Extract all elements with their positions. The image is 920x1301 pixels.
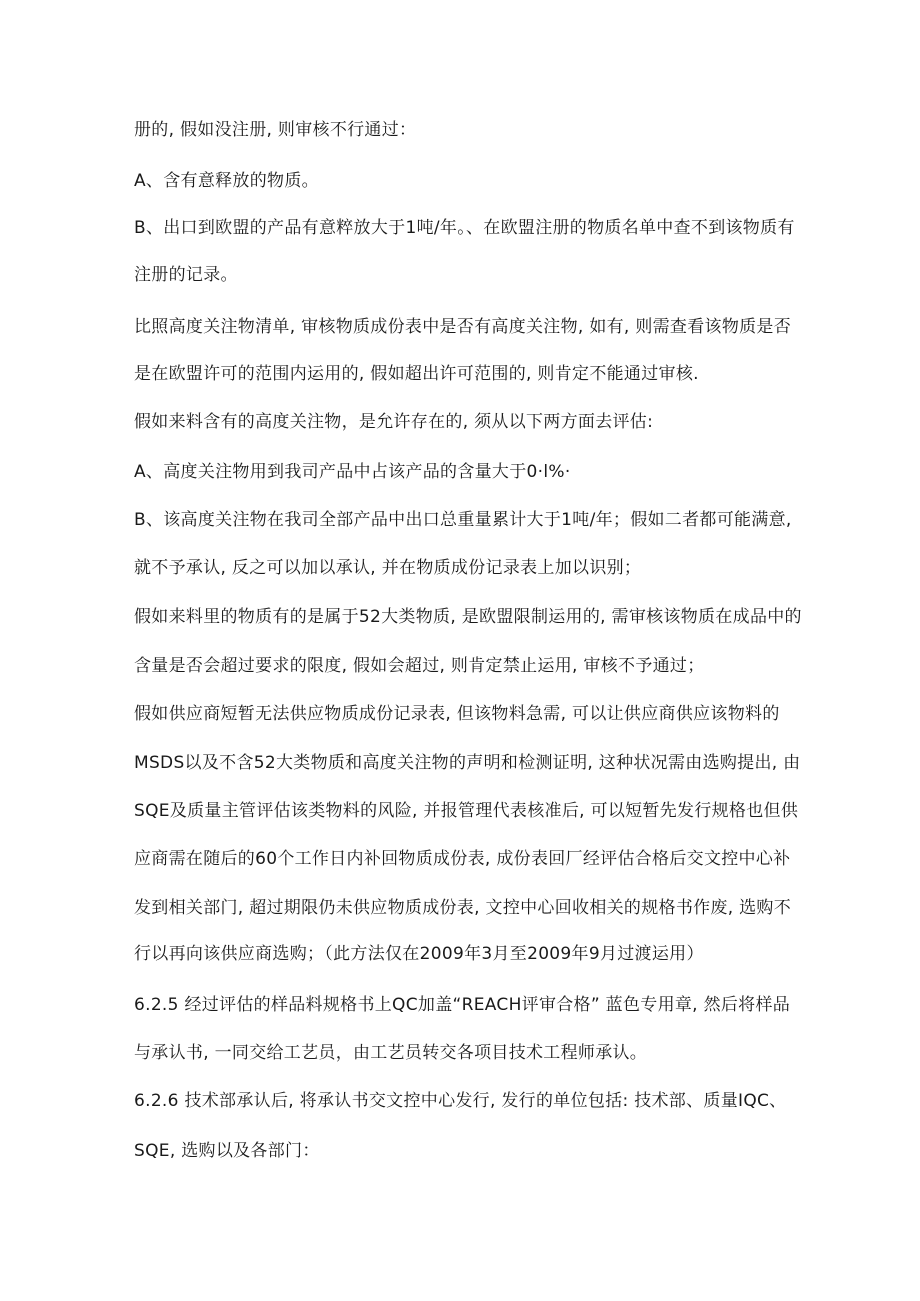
text-line-8: A、高度关注物用到我司产品中占该产品的含量大于0·l%·: [134, 462, 571, 482]
text-line-3: B、出口到欧盟的产品有意粹放大于1吨/年。、在欧盟注册的物质名单中查不到该物质有: [134, 218, 795, 238]
text-line-1: 册的, 假如没注册, 则审核不行通过：: [134, 120, 417, 140]
text-line-16: 应商需在随后的60个工作日内补回物质成份表, 成份表回厂经评估合格后交文控中心补: [134, 849, 791, 869]
text-line-6: 是在欧盟许可的范围内运用的, 假如超出许可范围的, 则肯定不能通过审核.: [134, 364, 699, 384]
section-6-2-5-line-2: 与承认书, 一同交给工艺员，由工艺员转交各项目技术工程师承认。: [134, 1043, 648, 1063]
text-line-4: 注册的记录。: [134, 265, 238, 285]
text-line-10: 就不予承认, 反之可以加以承认, 并在物质成份记录表上加以识别；: [134, 558, 642, 578]
text-line-13: 假如供应商短暂无法供应物质成份记录表, 但该物料急需, 可以让供应商供应该物料的: [134, 704, 780, 724]
text-line-11: 假如来料里的物质有的是属于52大类物质, 是欧盟限制运用的, 需审核该物质在成品中的: [134, 607, 802, 627]
text-line-15: SQE及质量主管评估该类物料的风险, 并报管理代表核准后, 可以短暂先发行规格也但供: [134, 801, 799, 821]
section-6-2-6-line-2: SQE, 选购以及各部门：: [134, 1141, 320, 1161]
text-line-9: B、该高度关注物在我司全部产品中出口总重量累计大于1吨/年；假如二者都可能满意,: [134, 510, 792, 530]
section-6-2-6-line-1: 6.2.6 技术部承认后, 将承认书交文控中心发行, 发行的单位包括: 技术部、质量IQC、: [134, 1091, 787, 1111]
text-line-14: MSDS以及不含52大类物质和高度关注物的声明和检测证明, 这种状况需由选购提出, 由: [134, 753, 801, 773]
text-line-17: 发到相关部门, 超过期限仍未供应物质成份表, 文控中心回收相关的规格书作废, 选购不: [134, 898, 792, 918]
text-line-7: 假如来料含有的高度关注物，是允许存在的, 须从以下两方面去评估:: [134, 412, 654, 432]
text-line-2: A、含有意释放的物质。: [134, 171, 319, 191]
text-line-5: 比照高度关注物清单, 审核物质成份表中是否有高度关注物, 如有, 则需查看该物质是否: [134, 317, 792, 337]
text-line-18: 行以再向该供应商选购；（此方法仅在2009年3月至2009年9月过渡运用）: [134, 944, 704, 964]
section-6-2-5-line-1: 6.2.5 经过评估的样品料规格书上QC加盖“REACH评审合格” 蓝色专用章, 然后将样品: [134, 995, 791, 1015]
text-line-12: 含量是否会超过要求的限度, 假如会超过, 则肯定禁止运用, 审核不予通过；: [134, 656, 705, 676]
